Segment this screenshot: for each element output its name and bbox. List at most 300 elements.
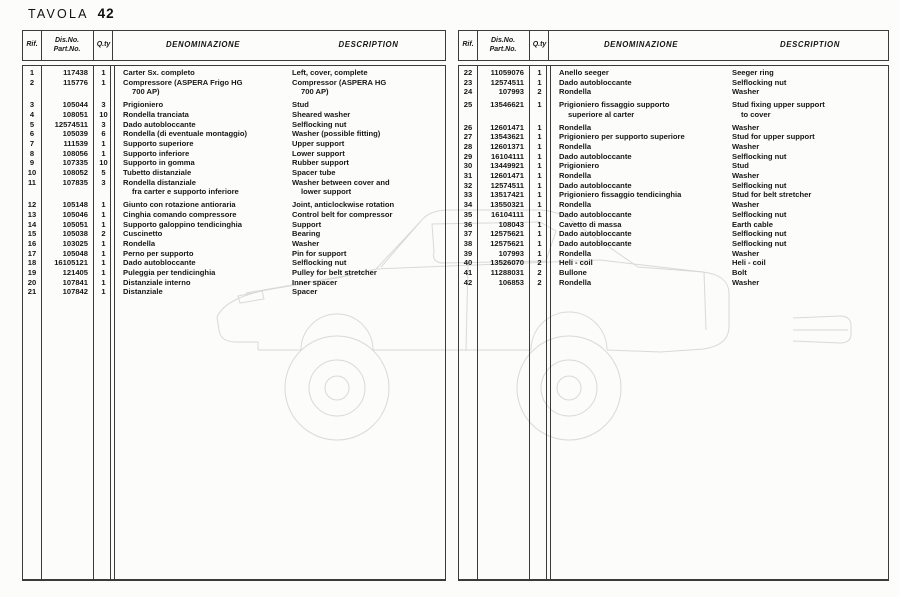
table-row bbox=[459, 161, 888, 171]
header-part-number bbox=[41, 37, 93, 54]
row-rif: 6 bbox=[29, 129, 35, 139]
row-denominazione: Supporto galoppino tendicinghia bbox=[123, 219, 242, 229]
table-row bbox=[459, 78, 888, 88]
header-denominazione: DENOMINAZIONE bbox=[165, 40, 241, 50]
table-row bbox=[23, 68, 445, 78]
table-row bbox=[459, 152, 888, 162]
page-title bbox=[28, 6, 115, 21]
column-divider bbox=[529, 66, 530, 579]
row-denominazione: Rondella bbox=[123, 238, 156, 248]
row-description: Selflocking nut bbox=[732, 209, 787, 219]
row-qty: 2 bbox=[101, 229, 106, 239]
row-description: Spacer bbox=[292, 287, 318, 297]
row-rif: 5 bbox=[29, 119, 35, 129]
row-part-number: 108052 bbox=[62, 168, 88, 178]
row-continuation bbox=[23, 187, 445, 197]
row-denominazione: Prigioniero bbox=[559, 161, 600, 171]
row-part-number: 108056 bbox=[62, 148, 88, 158]
row-description: Spacer tube bbox=[292, 168, 336, 178]
row-part-number: 107993 bbox=[498, 87, 524, 97]
column-divider bbox=[93, 31, 94, 60]
row-rif: 39 bbox=[463, 248, 473, 258]
table-header bbox=[22, 30, 446, 61]
row-qty: 5 bbox=[101, 168, 106, 178]
table-row bbox=[459, 278, 888, 288]
row-part-number: 13517421 bbox=[490, 190, 524, 200]
table-row bbox=[23, 229, 445, 239]
row-description: Selflocking nut bbox=[292, 258, 347, 268]
table-row bbox=[459, 210, 888, 220]
row-rif: 12 bbox=[27, 200, 37, 210]
row-description: Compressor (ASPERA HG bbox=[292, 77, 387, 87]
row-qty: 1 bbox=[537, 171, 542, 181]
table-row bbox=[23, 200, 445, 210]
row-rif: 27 bbox=[463, 132, 473, 142]
row-qty: 1 bbox=[101, 268, 106, 278]
row-denominazione: Prigioniero fissaggio supporto bbox=[559, 100, 670, 110]
row-rif: 14 bbox=[27, 219, 37, 229]
table-row bbox=[459, 68, 888, 78]
parts-table-left bbox=[22, 30, 446, 581]
table-row bbox=[459, 100, 888, 119]
row-rif: 11 bbox=[27, 177, 37, 187]
row-qty: 1 bbox=[537, 132, 542, 142]
row-qty: 1 bbox=[537, 229, 542, 239]
row-rif: 40 bbox=[463, 258, 473, 268]
row-denominazione: Dado autobloccante bbox=[559, 229, 632, 239]
row-qty: 1 bbox=[101, 277, 106, 287]
table-row bbox=[459, 181, 888, 191]
row-description: Washer bbox=[732, 171, 760, 181]
column-divider bbox=[41, 66, 42, 579]
row-denominazione: Prigioniero bbox=[123, 100, 164, 110]
row-denominazione: Rondella tranciata bbox=[123, 109, 189, 119]
row-description: Rubber support bbox=[292, 158, 349, 168]
table-row bbox=[23, 249, 445, 259]
row-description: Heli - coil bbox=[732, 258, 766, 268]
row-qty: 1 bbox=[537, 141, 542, 151]
row-qty: 6 bbox=[101, 129, 106, 139]
column-divider bbox=[114, 66, 115, 579]
row-part-number: 107842 bbox=[62, 287, 88, 297]
column-divider bbox=[550, 66, 551, 579]
row-qty: 10 bbox=[99, 109, 108, 119]
row-part-number: 13526070 bbox=[490, 258, 524, 268]
row-qty: 1 bbox=[101, 248, 106, 258]
row-qty: 1 bbox=[537, 100, 542, 110]
column-divider bbox=[477, 31, 478, 60]
row-part-number: 106853 bbox=[498, 277, 524, 287]
rows-container bbox=[459, 68, 888, 287]
row-part-number: 16104111 bbox=[491, 151, 524, 161]
row-description: Pin for support bbox=[292, 248, 347, 258]
row-part-number: 117438 bbox=[63, 68, 88, 77]
row-rif: 33 bbox=[463, 190, 473, 200]
row-part-number: 108051 bbox=[62, 109, 88, 119]
row-description: Bearing bbox=[292, 229, 321, 239]
row-denominazione: Dado autobloccante bbox=[559, 238, 632, 248]
row-denominazione: Dado autobloccante bbox=[559, 151, 632, 161]
page-title-label: TAVOLA bbox=[28, 7, 89, 21]
row-denominazione: Rondella bbox=[559, 87, 592, 97]
row-qty: 1 bbox=[101, 148, 106, 158]
row-rif: 18 bbox=[27, 258, 37, 268]
table-row bbox=[23, 120, 445, 130]
row-rif: 35 bbox=[463, 209, 473, 219]
row-qty: 1 bbox=[537, 180, 542, 190]
row-qty: 1 bbox=[537, 238, 542, 248]
row-description: Washer bbox=[732, 277, 760, 287]
row-part-number: 107835 bbox=[62, 177, 88, 187]
row-rif: 24 bbox=[463, 87, 473, 97]
row-part-number: 13543621 bbox=[490, 132, 524, 142]
row-description: Support bbox=[292, 219, 322, 229]
column-divider bbox=[529, 31, 530, 60]
row-part-number: 121405 bbox=[62, 268, 88, 278]
row-denominazione: Supporto superiore bbox=[123, 138, 194, 148]
row-rif: 3 bbox=[29, 100, 35, 110]
row-part-number: 105051 bbox=[62, 219, 88, 229]
row-denominazione: Rondella (di eventuale montaggio) bbox=[123, 129, 248, 139]
table-row bbox=[23, 278, 445, 288]
row-description: Control belt for compressor bbox=[292, 209, 393, 219]
row-description: Selflocking nut bbox=[732, 77, 787, 87]
row-description-cont: lower support bbox=[301, 187, 352, 197]
row-qty: 1 bbox=[537, 161, 542, 171]
row-denominazione: Prigioniero per supporto superiore bbox=[559, 132, 685, 142]
table-row bbox=[459, 249, 888, 259]
header-rif: Rif. bbox=[26, 41, 38, 49]
row-qty: 2 bbox=[537, 268, 542, 278]
row-rif: 38 bbox=[463, 238, 473, 248]
row-description: Stud bbox=[292, 100, 309, 110]
table-row bbox=[23, 239, 445, 249]
header-dis-no: Dis.No. bbox=[490, 37, 516, 44]
header-rif: Rif. bbox=[462, 41, 474, 49]
row-part-number: 105038 bbox=[62, 229, 88, 239]
row-qty: 1 bbox=[101, 258, 106, 268]
row-part-number: 12575621 bbox=[490, 238, 524, 248]
row-qty: 1 bbox=[101, 219, 106, 229]
row-rif: 8 bbox=[29, 148, 35, 158]
row-qty: 1 bbox=[101, 138, 106, 148]
row-qty: 1 bbox=[537, 77, 542, 87]
row-description: Pulley for belt stretcher bbox=[292, 268, 377, 278]
table-row bbox=[23, 158, 445, 168]
table-row bbox=[459, 123, 888, 133]
row-qty: 1 bbox=[101, 77, 106, 87]
row-denominazione: Dado autobloccante bbox=[123, 258, 196, 268]
row-part-number: 103025 bbox=[62, 238, 88, 248]
table-row bbox=[23, 268, 445, 278]
row-rif: 41 bbox=[463, 268, 473, 278]
row-description: Stud fixing upper support bbox=[732, 100, 825, 110]
table-row bbox=[23, 178, 445, 197]
row-denominazione: Rondella bbox=[559, 200, 592, 210]
row-denominazione: Rondella bbox=[559, 171, 592, 181]
row-part-number: 111539 bbox=[63, 138, 88, 148]
row-denominazione: Cuscinetto bbox=[123, 229, 163, 239]
row-denominazione-cont: 700 AP) bbox=[132, 87, 160, 97]
row-description: Seeger ring bbox=[732, 68, 774, 77]
row-part-number: 107841 bbox=[62, 277, 88, 287]
header-denominazione: DENOMINAZIONE bbox=[603, 40, 679, 50]
row-denominazione-cont: superiore al carter bbox=[568, 109, 635, 119]
column-divider bbox=[477, 66, 478, 579]
row-denominazione: Dado autobloccante bbox=[123, 119, 196, 129]
table-row bbox=[459, 190, 888, 200]
row-rif: 28 bbox=[463, 141, 473, 151]
table-row bbox=[23, 139, 445, 149]
table-header bbox=[458, 30, 889, 61]
row-description: Stud for upper support bbox=[732, 132, 815, 142]
row-part-number: 12601471 bbox=[490, 171, 524, 181]
row-qty: 1 bbox=[537, 68, 542, 77]
row-part-number: 13550321 bbox=[490, 200, 524, 210]
row-part-number: 107993 bbox=[498, 248, 524, 258]
row-part-number: 105044 bbox=[62, 100, 88, 110]
header-qty: Q.ty bbox=[96, 41, 111, 49]
row-part-number: 12601471 bbox=[490, 122, 524, 132]
row-rif: 25 bbox=[463, 100, 473, 110]
row-rif: 19 bbox=[27, 268, 37, 278]
row-description: Inner spacer bbox=[292, 277, 338, 287]
row-description: Washer bbox=[732, 122, 760, 132]
row-denominazione: Perno per supporto bbox=[123, 248, 194, 258]
rows-container bbox=[23, 68, 445, 297]
row-denominazione: Rondella bbox=[559, 122, 592, 132]
row-part-number: 13546621 bbox=[490, 100, 524, 110]
table-row bbox=[459, 171, 888, 181]
row-part-number: 12601371 bbox=[490, 141, 524, 151]
row-qty: 2 bbox=[537, 87, 542, 97]
table-row bbox=[459, 142, 888, 152]
row-qty: 1 bbox=[537, 151, 542, 161]
row-description: Earth cable bbox=[732, 219, 773, 229]
table-row bbox=[459, 132, 888, 142]
row-part-number: 105046 bbox=[62, 209, 88, 219]
row-description: Washer bbox=[732, 87, 760, 97]
row-rif: 4 bbox=[29, 109, 35, 119]
row-description: Bolt bbox=[732, 268, 747, 278]
table-row bbox=[459, 220, 888, 230]
row-description: Washer bbox=[732, 141, 760, 151]
row-qty: 1 bbox=[537, 248, 542, 258]
row-denominazione: Distanziale bbox=[123, 287, 163, 297]
row-part-number: 13449921 bbox=[490, 161, 524, 171]
row-rif: 1 bbox=[29, 68, 35, 77]
row-rif: 34 bbox=[463, 200, 473, 210]
table-row bbox=[23, 258, 445, 268]
row-denominazione: Tubetto distanziale bbox=[123, 168, 192, 178]
row-description: Selflocking nut bbox=[732, 151, 787, 161]
header-part-number bbox=[477, 37, 529, 54]
row-rif: 21 bbox=[27, 287, 37, 297]
row-part-number: 115776 bbox=[63, 77, 88, 87]
row-rif: 9 bbox=[29, 158, 35, 168]
row-part-number: 105039 bbox=[62, 129, 88, 139]
header-description: DESCRIPTION bbox=[338, 40, 399, 50]
table-row bbox=[23, 100, 445, 110]
row-rif: 10 bbox=[27, 168, 37, 178]
row-denominazione-cont: fra carter e supporto inferiore bbox=[132, 187, 239, 197]
table-row bbox=[23, 210, 445, 220]
table-row bbox=[459, 229, 888, 239]
page-title-number: 42 bbox=[97, 6, 115, 21]
row-qty: 10 bbox=[99, 158, 108, 168]
row-qty: 1 bbox=[537, 122, 542, 132]
table-row bbox=[459, 258, 888, 268]
row-description: Washer bbox=[292, 238, 320, 248]
row-denominazione: Cavetto di massa bbox=[559, 219, 622, 229]
row-description-cont: 700 AP) bbox=[301, 87, 329, 97]
row-part-number: 12574511 bbox=[490, 180, 524, 190]
row-denominazione: Dado autobloccante bbox=[559, 180, 632, 190]
column-divider bbox=[112, 31, 113, 60]
parts-table-right bbox=[458, 30, 889, 581]
table-row bbox=[459, 239, 888, 249]
row-description: Washer bbox=[732, 248, 760, 258]
row-qty: 1 bbox=[101, 209, 106, 219]
table-row bbox=[23, 220, 445, 230]
row-continuation bbox=[459, 110, 888, 120]
row-description-cont: to cover bbox=[741, 109, 771, 119]
row-rif: 31 bbox=[463, 171, 473, 181]
row-qty: 1 bbox=[537, 190, 542, 200]
row-denominazione: Dado autobloccante bbox=[559, 77, 632, 87]
table-row bbox=[23, 149, 445, 159]
row-denominazione: Giunto con rotazione antioraria bbox=[123, 200, 236, 210]
row-qty: 1 bbox=[537, 219, 542, 229]
row-rif: 26 bbox=[463, 122, 473, 132]
row-rif: 22 bbox=[463, 68, 473, 77]
row-description: Left, cover, complete bbox=[292, 68, 368, 77]
row-denominazione: Rondella distanziale bbox=[123, 177, 197, 187]
row-qty: 1 bbox=[537, 200, 542, 210]
column-divider bbox=[41, 31, 42, 60]
row-description: Selflocking nut bbox=[292, 119, 347, 129]
row-denominazione: Rondella bbox=[559, 277, 592, 287]
row-qty: 3 bbox=[101, 100, 106, 110]
row-part-number: 12574511 bbox=[490, 77, 524, 87]
row-denominazione: Supporto in gomma bbox=[123, 158, 195, 168]
row-denominazione: Dado autobloccante bbox=[559, 209, 632, 219]
row-denominazione: Distanziale interno bbox=[123, 277, 191, 287]
row-part-number: 108043 bbox=[498, 219, 524, 229]
row-description: Selflocking nut bbox=[732, 180, 787, 190]
row-rif: 2 bbox=[29, 77, 35, 87]
table-row bbox=[459, 200, 888, 210]
row-rif: 16 bbox=[27, 238, 37, 248]
row-denominazione: Prigioniero fissaggio tendicinghia bbox=[559, 190, 682, 200]
row-rif: 32 bbox=[463, 180, 473, 190]
row-part-number: 16105121 bbox=[54, 258, 88, 268]
header-qty: Q.ty bbox=[532, 41, 547, 49]
row-denominazione: Cinghia comando compressore bbox=[123, 209, 237, 219]
row-continuation bbox=[23, 87, 445, 97]
table-row bbox=[23, 287, 445, 297]
row-qty: 3 bbox=[101, 177, 106, 187]
row-part-number: 107335 bbox=[62, 158, 88, 168]
row-denominazione: Anello seeger bbox=[559, 68, 609, 77]
row-denominazione: Supporto inferiore bbox=[123, 148, 190, 158]
row-qty: 1 bbox=[101, 238, 106, 248]
header-part-no: Part.No. bbox=[489, 45, 517, 53]
table-row bbox=[23, 129, 445, 139]
column-divider bbox=[548, 31, 549, 60]
row-qty: 1 bbox=[101, 287, 106, 297]
row-denominazione: Puleggia per tendicinghia bbox=[123, 268, 216, 278]
row-rif: 30 bbox=[463, 161, 473, 171]
row-rif: 20 bbox=[27, 277, 37, 287]
row-rif: 42 bbox=[463, 277, 473, 287]
row-part-number: 12575621 bbox=[490, 229, 524, 239]
row-rif: 36 bbox=[463, 219, 473, 229]
row-rif: 17 bbox=[27, 248, 37, 258]
table-body bbox=[22, 65, 446, 581]
table-row bbox=[23, 110, 445, 120]
row-qty: 2 bbox=[537, 277, 542, 287]
column-divider bbox=[110, 66, 111, 579]
row-description: Selflocking nut bbox=[732, 229, 787, 239]
column-divider bbox=[93, 66, 94, 579]
row-description: Washer between cover and bbox=[292, 177, 390, 187]
column-divider bbox=[546, 66, 547, 579]
row-description: Washer (possible fitting) bbox=[292, 129, 381, 139]
row-part-number: 16104111 bbox=[491, 209, 524, 219]
header-part-no: Part.No. bbox=[53, 45, 81, 53]
row-denominazione: Bullone bbox=[559, 268, 587, 278]
row-part-number: 11288031 bbox=[490, 268, 524, 278]
row-qty: 2 bbox=[537, 258, 542, 268]
row-denominazione: Rondella bbox=[559, 248, 592, 258]
row-rif: 15 bbox=[27, 229, 37, 239]
row-qty: 1 bbox=[101, 200, 106, 210]
row-qty: 1 bbox=[101, 68, 106, 77]
row-denominazione: Rondella bbox=[559, 141, 592, 151]
row-description: Sheared washer bbox=[292, 109, 351, 119]
table-row bbox=[459, 268, 888, 278]
row-description: Stud for belt stretcher bbox=[732, 190, 812, 200]
header-dis-no: Dis.No. bbox=[54, 37, 80, 44]
row-part-number: 12574511 bbox=[54, 119, 88, 129]
row-rif: 37 bbox=[463, 229, 473, 239]
row-description: Upper support bbox=[292, 138, 345, 148]
row-description: Stud bbox=[732, 161, 749, 171]
table-row bbox=[23, 168, 445, 178]
row-description: Joint, anticlockwise rotation bbox=[292, 200, 395, 210]
row-denominazione: Carter Sx. completo bbox=[123, 68, 195, 77]
row-denominazione: Compressore (ASPERA Frigo HG bbox=[123, 77, 243, 87]
row-description: Selflocking nut bbox=[732, 238, 787, 248]
row-description: Lower support bbox=[292, 148, 345, 158]
table-body bbox=[458, 65, 889, 581]
header-description: DESCRIPTION bbox=[780, 40, 840, 50]
row-rif: 7 bbox=[29, 138, 35, 148]
row-part-number: 11059076 bbox=[490, 68, 524, 77]
row-qty: 1 bbox=[537, 209, 542, 219]
row-rif: 23 bbox=[463, 77, 473, 87]
row-part-number: 105148 bbox=[62, 200, 88, 210]
row-part-number: 105048 bbox=[62, 248, 88, 258]
table-row bbox=[459, 87, 888, 97]
row-qty: 3 bbox=[101, 119, 106, 129]
row-description: Washer bbox=[732, 200, 760, 210]
row-rif: 13 bbox=[27, 209, 37, 219]
row-rif: 29 bbox=[463, 151, 473, 161]
row-denominazione: Heli - coil bbox=[559, 258, 593, 268]
table-row bbox=[23, 78, 445, 97]
